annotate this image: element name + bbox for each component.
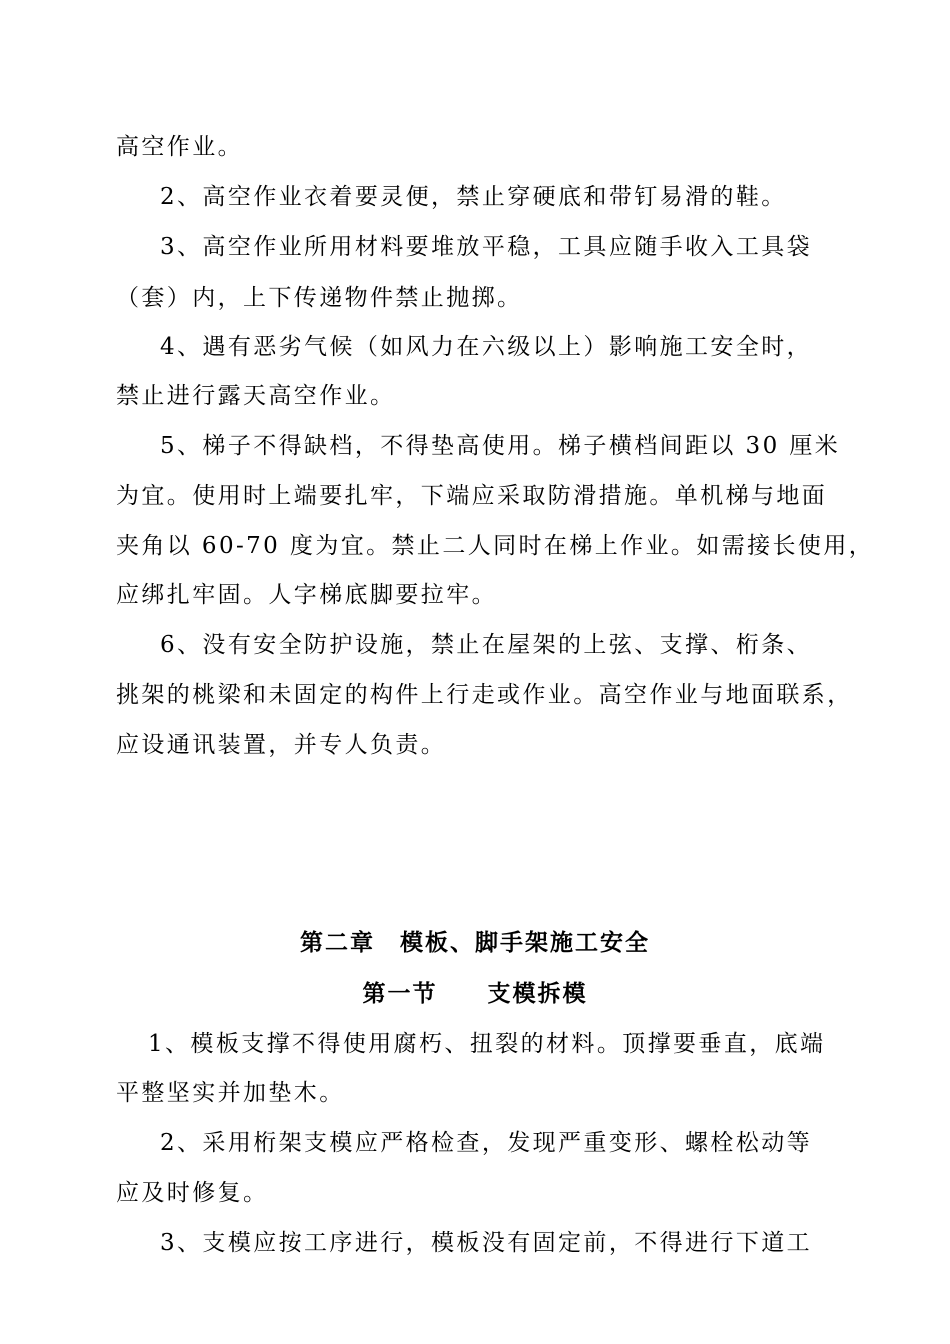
text-line: 高空作业。 (116, 134, 243, 160)
text-line: 5、梯子不得缺档，不得垫高使用。梯子横档间距以 30 厘米 (160, 433, 841, 459)
text-line: 为宜。使用时上端要扎牢，下端应采取防滑措施。单机梯与地面 (116, 483, 828, 509)
text-line: 禁止进行露天高空作业。 (116, 383, 396, 409)
text-line: 应绑扎牢固。人字梯底脚要拉牢。 (116, 582, 497, 608)
text-line: 2、高空作业衣着要灵便，禁止穿硬底和带钉易滑的鞋。 (160, 184, 787, 210)
text-line: 4、遇有恶劣气候（如风力在六级以上）影响施工安全时， (160, 334, 813, 360)
text-line: 夹角以 60-70 度为宜。禁止二人同时在梯上作业。如需接长使用， (116, 533, 875, 559)
text-line: 应及时修复。 (116, 1180, 269, 1206)
section-title: 第一节 支模拆模 (362, 980, 588, 1007)
text-line: （套）内，上下传递物件禁止抛掷。 (116, 285, 523, 311)
text-line: 3、高空作业所用材料要堆放平稳，工具应随手收入工具袋 (160, 234, 813, 260)
chapter-title: 第二章 模板、脚手架施工安全 (300, 929, 650, 956)
text-line: 1、模板支撑不得使用腐朽、扭裂的材料。顶撑要垂直，底端 (148, 1031, 826, 1057)
text-line: 6、没有安全防护设施，禁止在屋架的上弦、支撑、桁条、 (160, 632, 813, 658)
text-line: 2、采用桁架支模应严格检查，发现严重变形、螺栓松动等 (160, 1130, 813, 1156)
text-line: 平整坚实并加垫木。 (116, 1080, 345, 1106)
text-line: 3、支模应按工序进行，模板没有固定前，不得进行下道工 (160, 1230, 813, 1256)
text-line: 挑架的桃梁和未固定的构件上行走或作业。高空作业与地面联系， (116, 682, 853, 708)
text-line: 应设通讯装置，并专人负责。 (116, 732, 447, 758)
